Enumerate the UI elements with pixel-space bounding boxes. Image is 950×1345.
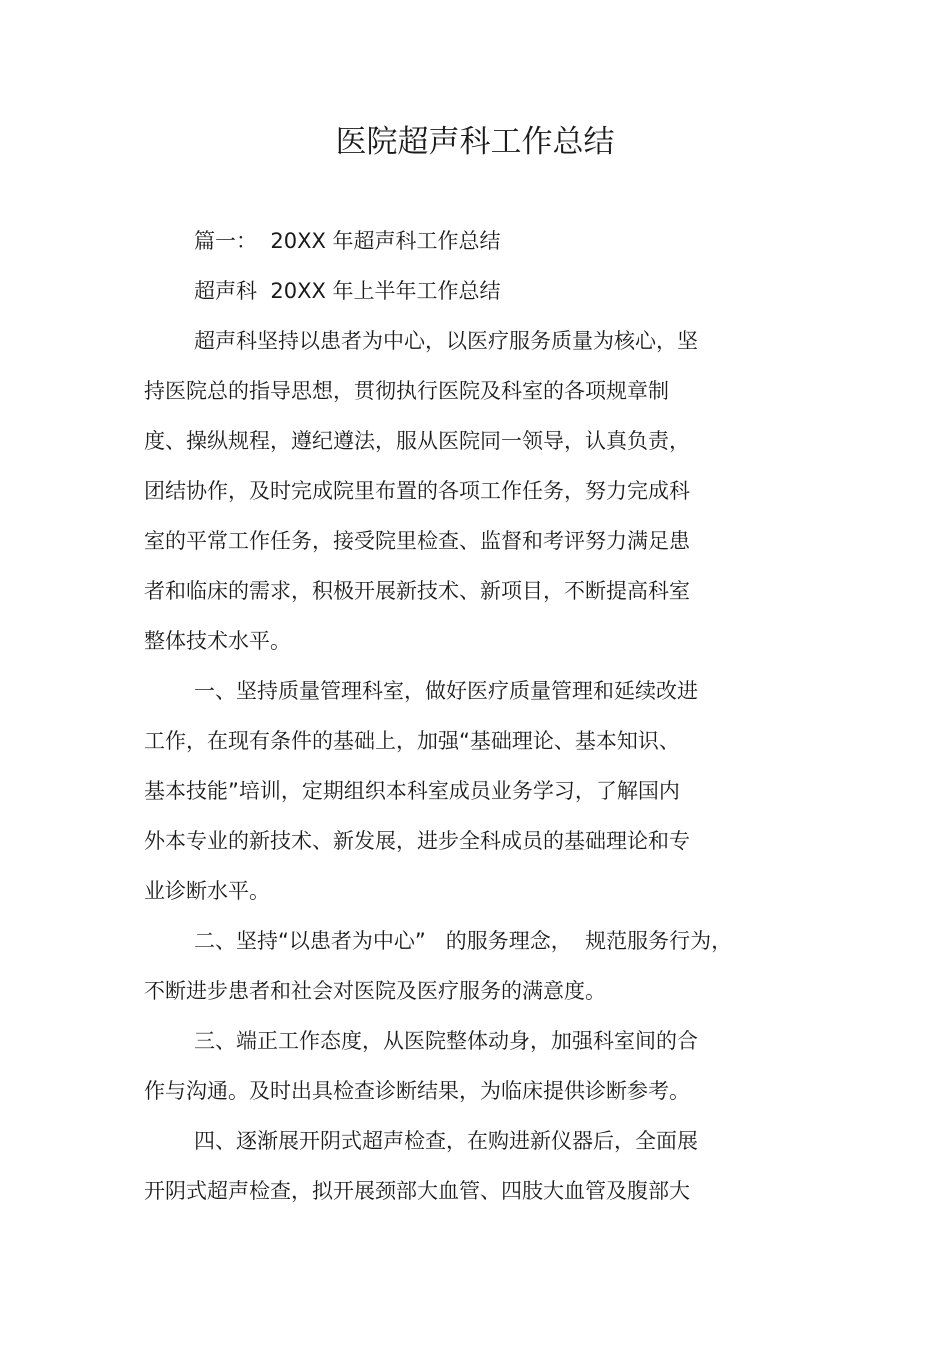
- paragraph-line: 超声科坚持以患者为中心，以医疗服务质量为核心，坚: [194, 329, 698, 353]
- paragraph-line: 团结协作，及时完成院里布置的各项工作任务，努力完成科: [144, 479, 690, 503]
- paragraph-line: 基本技能”培训，定期组织本科室成员业务学习，了解国内: [144, 779, 680, 803]
- paragraph-line: 工作，在现有条件的基础上，加强“基础理论、基本知识、: [144, 729, 680, 753]
- paragraph-line: 开阴式超声检查，拟开展颈部大血管、四肢大血管及腹部大: [144, 1179, 690, 1203]
- subheading: 超声科 20XX 年上半年工作总结: [194, 279, 501, 303]
- paragraph-line: 业诊断水平。: [144, 879, 270, 903]
- paragraph-line: 不断进步患者和社会对医院及医疗服务的满意度。: [144, 979, 606, 1003]
- paragraph-line: 二、坚持“以患者为中心” 的服务理念， 规范服务行为，: [194, 929, 733, 953]
- paragraph-line: 作与沟通。及时出具检查诊断结果，为临床提供诊断参考。: [144, 1079, 690, 1103]
- paragraph-line: 外本专业的新技术、新发展，进步全科成员的基础理论和专: [144, 829, 690, 853]
- paragraph-line: 三、端正工作态度，从医院整体动身，加强科室间的合: [194, 1029, 698, 1053]
- paragraph-line: 四、逐渐展开阴式超声检查，在购进新仪器后，全面展: [194, 1129, 698, 1153]
- paragraph-line: 者和临床的需求，积极开展新技术、新项目，不断提高科室: [144, 579, 690, 603]
- paragraph-line: 度、操纵规程，遵纪遵法，服从医院同一领导，认真负责，: [144, 429, 690, 453]
- section-heading: 篇一： 20XX 年超声科工作总结: [194, 229, 501, 253]
- paragraph-line: 持医院总的指导思想，贯彻执行医院及科室的各项规章制: [144, 379, 669, 403]
- paragraph-line: 室的平常工作任务，接受院里检查、监督和考评努力满足患: [144, 529, 690, 553]
- document-title: 医院超声科工作总结: [335, 124, 615, 160]
- paragraph-line: 整体技术水平。: [144, 629, 291, 653]
- paragraph-line: 一、坚持质量管理科室，做好医疗质量管理和延续改进: [194, 679, 698, 703]
